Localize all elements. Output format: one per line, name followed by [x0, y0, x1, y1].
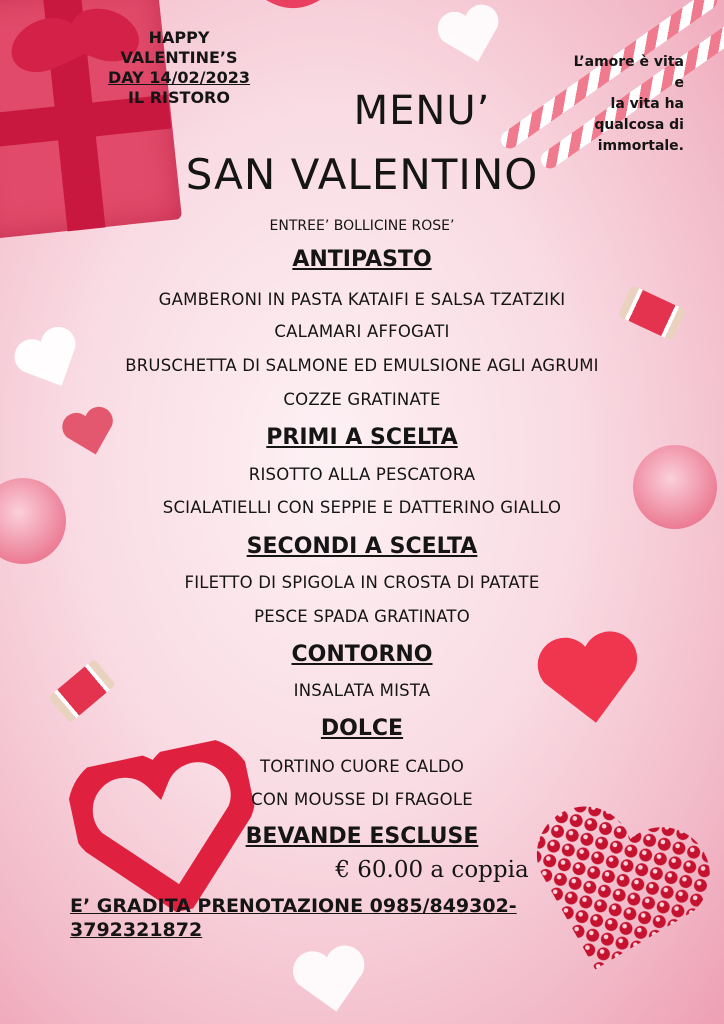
menu-item: INSALATA MISTA — [293, 681, 431, 700]
quote-line: L’amore è vita — [573, 54, 684, 70]
section-heading-contorno: CONTORNO — [291, 642, 433, 667]
heart-decoration — [228, 0, 358, 30]
menu-item: TORTINO CUORE CALDO — [259, 757, 465, 776]
menu-item: BRUSCHETTA DI SALMONE ED EMULSIONE AGLI AGRUMI — [125, 356, 599, 375]
menu-item: CALAMARI AFFOGATI — [274, 322, 450, 341]
drinks-note: BEVANDE ESCLUSE — [245, 824, 479, 849]
section-heading-dolce: DOLCE — [320, 716, 404, 741]
heart-decoration — [429, 0, 512, 74]
entree-line: ENTREE’ BOLLICINE ROSE’ — [269, 218, 455, 234]
valentines-line: VALENTINE’S — [120, 48, 238, 67]
booking-info — [70, 894, 630, 942]
booking-phone-line: E’ GRADITA PRENOTAZIONE 0985/849302- — [70, 895, 517, 917]
menu-item: FILETTO DI SPIGOLA IN CROSTA DI PATATE — [184, 573, 540, 592]
menu-item: GAMBERONI IN PASTA KATAIFI E SALSA TZATZIKI — [158, 290, 566, 309]
quote-line: e — [674, 75, 684, 91]
section-heading-secondi: SECONDI A SCELTA — [246, 534, 478, 559]
menu-subtitle: SAN VALENTINO — [185, 150, 539, 199]
quote-line: immortale. — [597, 138, 684, 154]
menu-item: RISOTTO ALLA PESCATORA — [248, 465, 476, 484]
restaurant-name: IL RISTORO — [128, 88, 230, 107]
booking-mobile-line: 3792321872 — [70, 919, 203, 941]
menu-item: CON MOUSSE DI FRAGOLE — [251, 790, 473, 809]
section-heading-primi: PRIMI A SCELTA — [266, 425, 458, 450]
section-heading-antipasto: ANTIPASTO — [292, 247, 432, 272]
heart-decoration — [285, 939, 378, 1022]
quote-line: qualcosa di — [594, 117, 684, 133]
date-line: DAY 14/02/2023 — [107, 68, 251, 87]
menu-item: SCIALATIELLI CON SEPPIE E DATTERINO GIALLO — [162, 498, 562, 517]
happy-line: HAPPY — [148, 28, 210, 47]
menu-item: PESCE SPADA GRATINATO — [254, 607, 470, 626]
menu-item: COZZE GRATINATE — [283, 390, 441, 409]
price: € 60.00 a coppia — [335, 857, 529, 883]
quote-line: la vita ha — [610, 96, 684, 112]
menu-title: MENU’ — [353, 88, 491, 134]
